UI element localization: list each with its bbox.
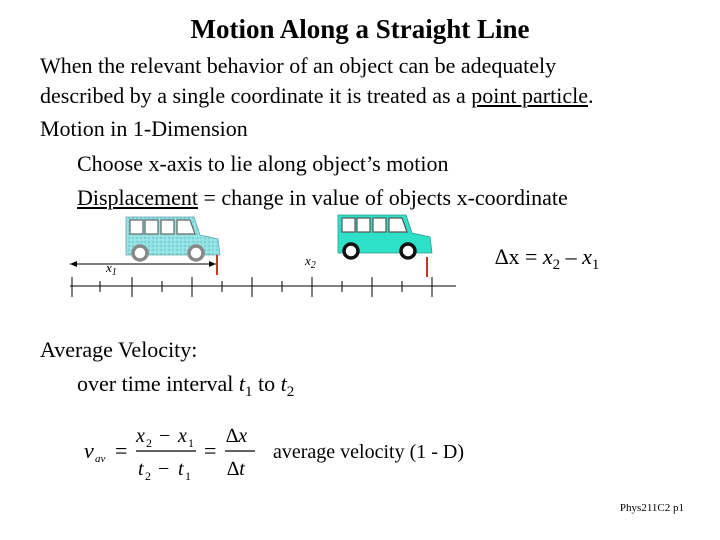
footer-page-label: Phys211C2 p1: [619, 502, 684, 514]
interval-t2-sub: 2: [286, 384, 295, 400]
formula-eq-1: =: [115, 438, 128, 463]
avg-velocity-heading: Average Velocity:: [40, 337, 198, 362]
interval-mid: to: [252, 371, 281, 396]
avg-velocity-formula: [80, 420, 510, 490]
intro-line-2-period: .: [587, 83, 594, 108]
delta-eq-x1-sub: 1: [591, 257, 600, 273]
x1-arrow: [70, 261, 216, 267]
formula-den-t1: t: [178, 458, 184, 480]
formula-num-x1-sub: 1: [188, 436, 194, 450]
car-2: [338, 215, 432, 258]
interval-t1: t: [238, 371, 246, 396]
delta-eq-sign: =: [519, 244, 543, 269]
x2-label-sub: 2: [310, 260, 316, 271]
x1-label-text: x: [106, 260, 112, 275]
displacement-definition: = change in value of objects x-coordinate: [197, 185, 568, 210]
formula-dx: ∆x: [226, 425, 248, 447]
formula-eq-2: =: [204, 438, 217, 463]
interval-t2: t: [280, 371, 287, 396]
formula-den-t2-sub: 2: [145, 469, 151, 483]
formula-dt: ∆t: [227, 458, 245, 480]
interval-pre: over time interval: [77, 371, 239, 396]
formula-num-x2-sub: 2: [146, 436, 152, 450]
choose-axis-text: Choose x-axis to lie along object’s motion: [77, 151, 449, 176]
formula-den-minus: −: [153, 458, 175, 480]
intro-line-2-text: described by a single coordinate it is treated as a: [40, 83, 472, 108]
formula-num-x2: x: [136, 425, 145, 447]
delta-x: ∆x: [495, 244, 520, 269]
displacement-term: Displacement: [77, 185, 198, 210]
formula-den-t1-sub: 1: [185, 469, 191, 483]
time-interval-line: [77, 371, 294, 405]
formula-v-sub: av: [95, 453, 106, 465]
formula-den-t2: t: [138, 458, 144, 480]
delta-eq-x1: x: [582, 244, 592, 269]
formula-num-x1: x: [178, 425, 187, 447]
x1-label: [106, 260, 117, 278]
delta-eq-minus: –: [560, 244, 583, 269]
x-axis: [70, 277, 456, 297]
delta-eq-x2: x: [542, 244, 553, 269]
motion-1d-heading: Motion in 1-Dimension: [40, 116, 248, 141]
delta-x-equation: [495, 244, 599, 278]
delta-eq-x2-sub: 2: [552, 257, 561, 273]
x1-label-sub: 1: [111, 267, 117, 278]
page-title: Motion Along a Straight Line: [190, 14, 530, 44]
point-particle-term: point particle: [471, 83, 588, 108]
intro-line-1: When the relevant behavior of an object can be adequately: [40, 53, 557, 78]
intro-line-2: [40, 83, 593, 109]
formula-num-minus: −: [154, 425, 176, 447]
formula-v: v: [84, 438, 94, 463]
x2-label: [305, 253, 316, 271]
motion-diagram: [60, 205, 480, 305]
formula-description: average velocity (1 - D): [273, 441, 465, 463]
interval-t1-sub: 1: [245, 384, 253, 400]
x2-label-text: x: [305, 253, 311, 268]
car-1: [126, 217, 220, 260]
